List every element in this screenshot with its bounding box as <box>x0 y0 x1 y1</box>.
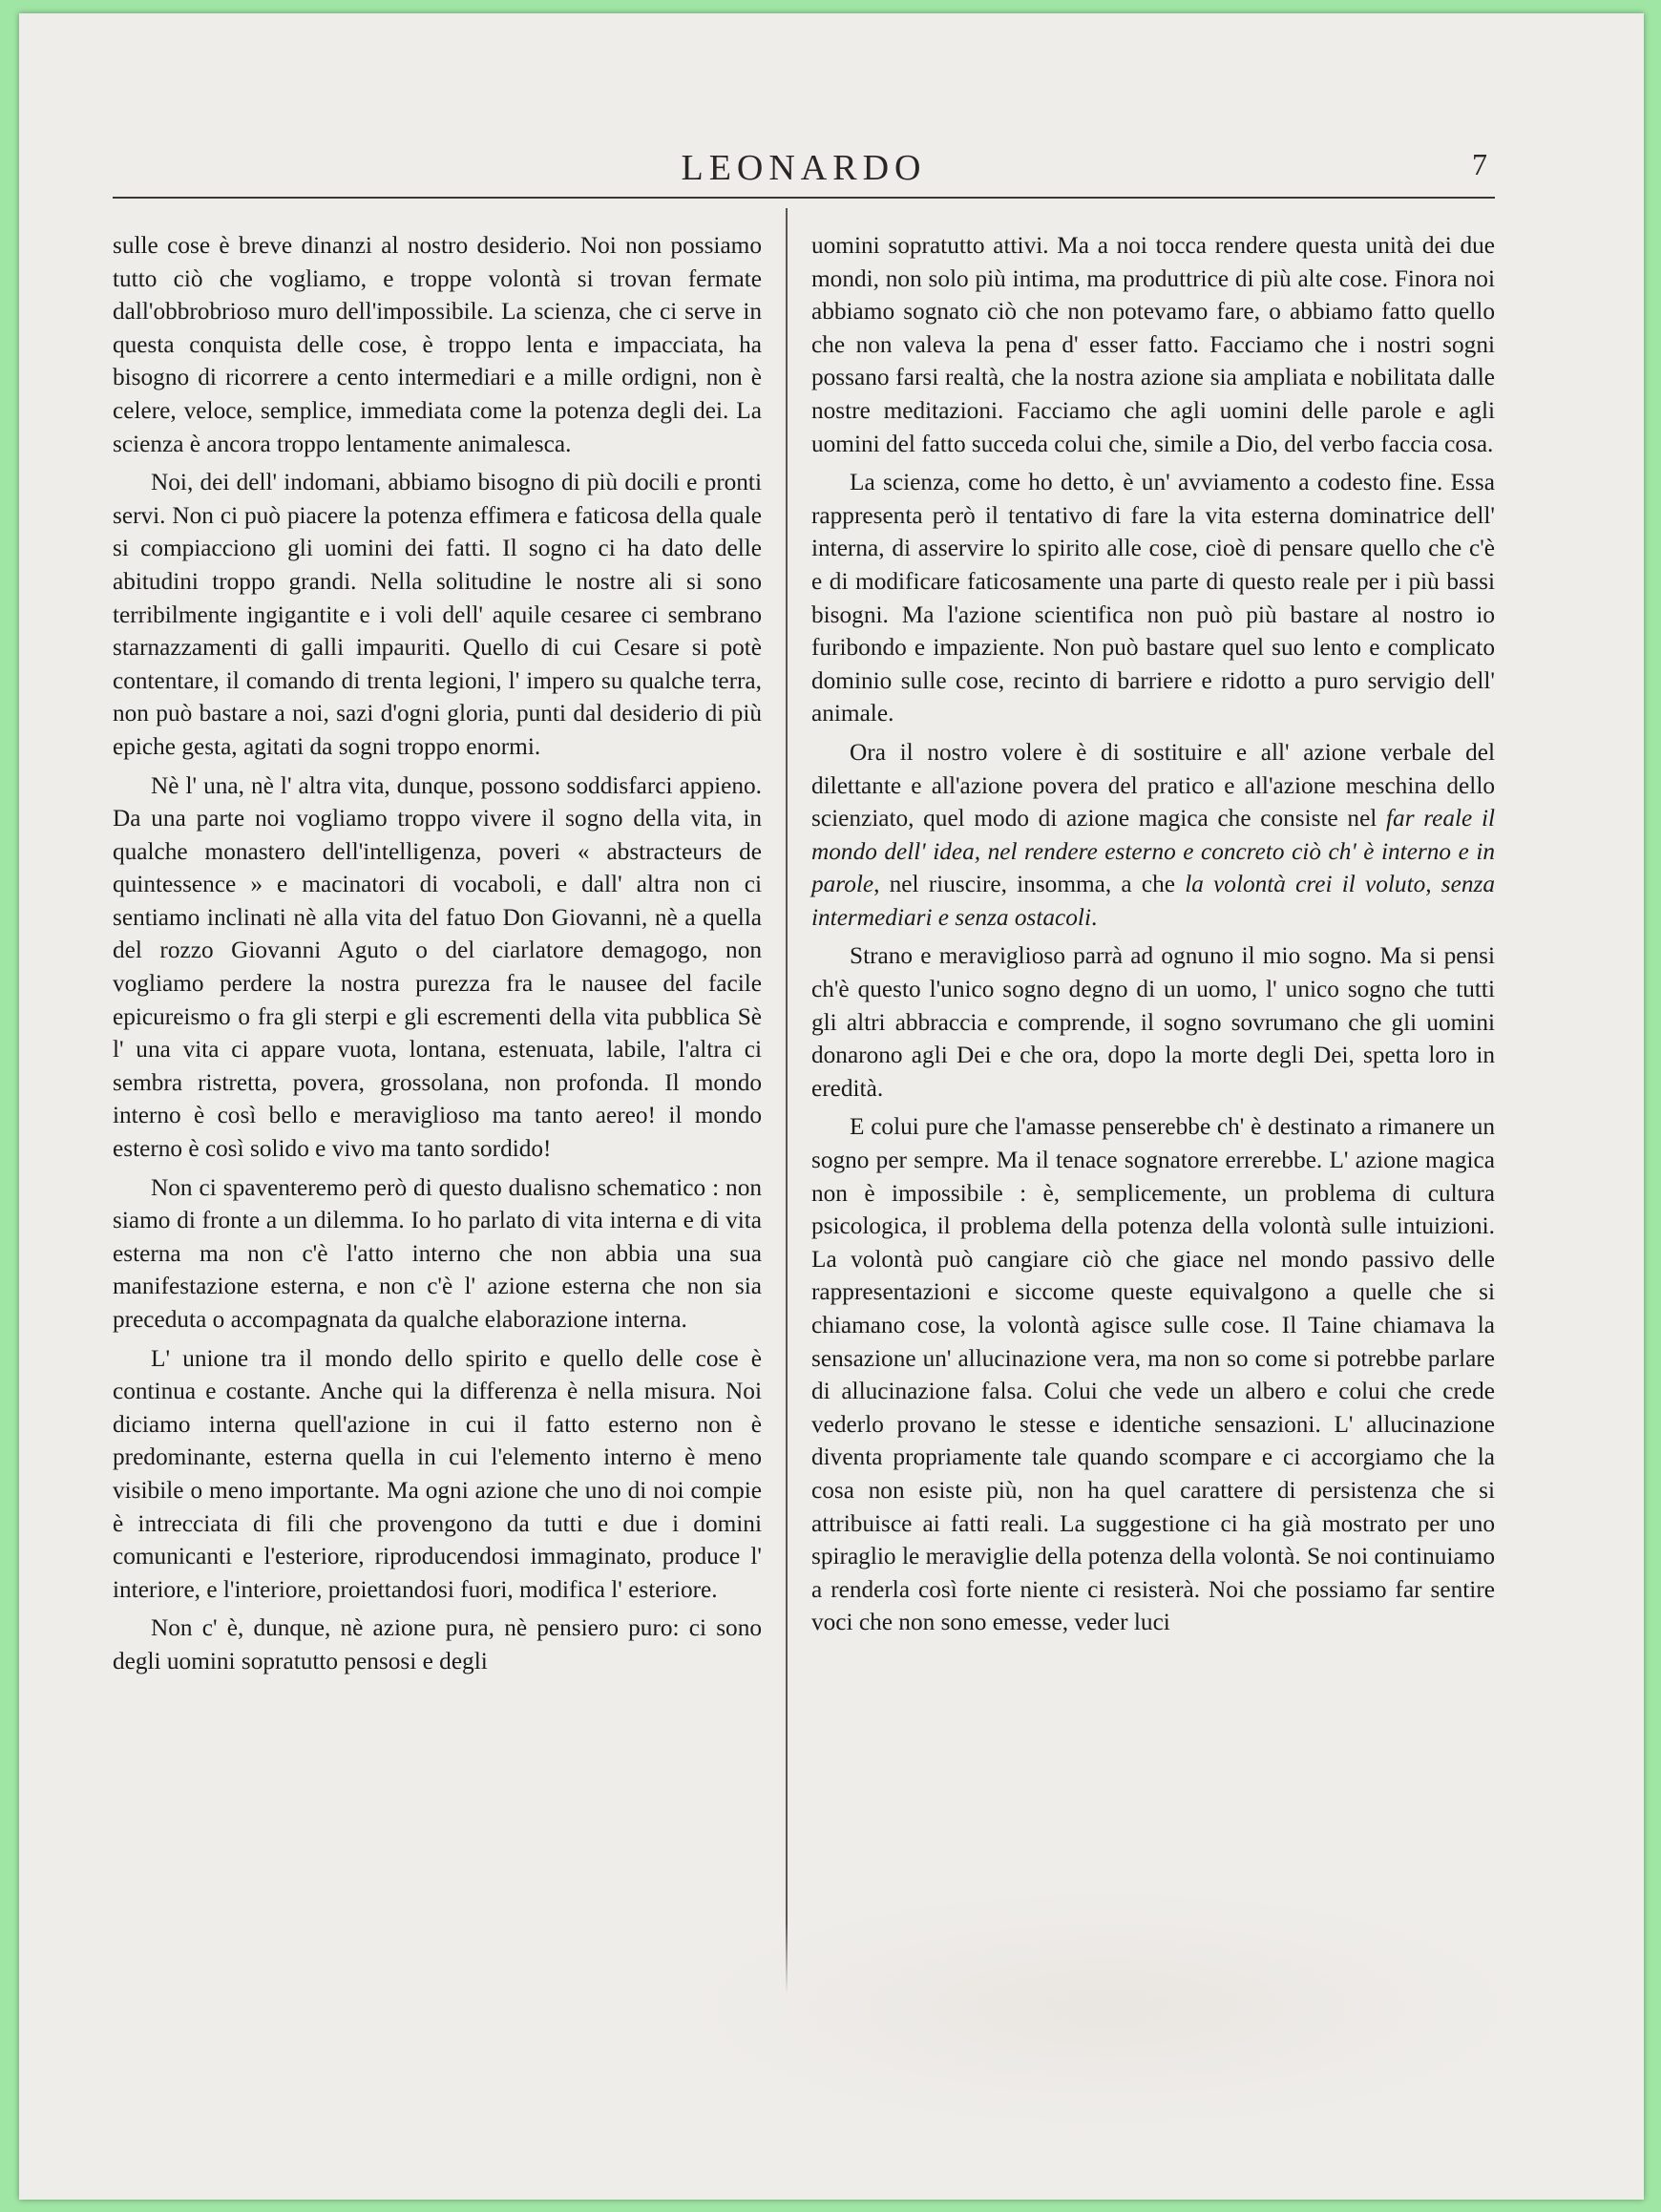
paragraph: L' unione tra il mondo dello spirito e quello delle cose è continua e costante. Anche qui la differenza è nella misura. Noi diciamo interna quell'azione in cui il fatto esterno non è predominante, esterna quella in cui l'elemento interno è meno visibile o meno importante. Ma ogni azione che uno di noi compie è intrecciata di fili che provengono da tutti e due i domini comunicanti e l'esteriore, riproducendosi immaginato, produce l' interiore, e l'interiore, proiettandosi fuori, modifica l' esteriore. <box>113 1344 762 1603</box>
paragraph-with-italics <box>811 736 1495 935</box>
italic-phrase: far reale il mondo dell' idea, nel rendere esterno e concreto ciò ch' è interno e in parole <box>811 805 1495 898</box>
page-number: 7 <box>1472 147 1487 181</box>
text-run: . <box>1091 903 1098 931</box>
column-divider <box>786 208 788 1993</box>
paragraph: Noi, dei dell' indomani, abbiamo bisogno di più docili e pronti servi. Non ci può piacere la potenza effimera e faticosa della quale si compiacciono gli uomini dei fatti. Il sogno ci ha dato delle abitudini troppo grandi. Nella solitudine le nostre ali si sono terribilmente ingigantite e i voli dell' aquile cesaree ci sembrano starnazzamenti di galli impauriti. Quello di cui Cesare si potè contentare, il comando di trenta legioni, l' impero su qualche terra, non può bastare a noi, sazi d'ogni gloria, punti dal desiderio di più epiche gesta, agitati da sogni troppo enormi. <box>113 469 762 760</box>
magazine-page <box>19 13 1644 2200</box>
paragraph: La scienza, come ho detto, è un' avviamento a codesto fine. Essa rappresenta però il tentativo di fare la vita esterna dominatrice dell' interna, di asservire lo spirito alle cose, cioè di pensare quello che c'è e di modificare faticosamente una parte di questo reale per i più bassi bisogni. Ma l'azione scientifica non può più bastare al nostro io furibondo e impaziente. Non può bastare quel suo lento e complicato dominio sulle cose, recinto di barriere e ridotto a puro servigio dell' animale. <box>811 469 1495 727</box>
italic-phrase: la volontà crei il voluto, senza intermediari e senza ostacoli <box>811 871 1496 931</box>
paper-stain <box>678 1885 1537 2133</box>
paragraph: Non c' è, dunque, nè azione pura, nè pensiero puro: ci sono degli uomini sopratutto pensosi e degli <box>113 1614 762 1675</box>
text-run: Ora il nostro volere è di sostituire e all' azione verbale del dilettante e all'azione povera del pratico e all'azione meschina dello scienziato, quel modo di azione magica che consiste nel <box>811 738 1495 832</box>
right-column <box>811 229 1495 1639</box>
paragraph: E colui pure che l'amasse penserebbe ch' è destinato a rimanere un sogno per sempre. Ma il tenace sognatore errerebbe. L' azione magica non è impossibile : è, semplicemente, un problema di cultura psicologica, il problema della potenza della volontà sulle intuizioni. La volontà può cangiare ciò che giace nel mondo passivo delle rappresentazioni e siccome queste equivalgono a quelle che si chiamano cose, la volontà agisce sulle cose. Il Taine chiamava la sensazione un' allucinazione vera, ma non so come si potrebbe parlare di allucinazione falsa. Colui che vede un albero e colui che crede vederlo provano le stesse e identiche sensazioni. L' allucinazione diventa propriamente tale quando scompare e ci accorgiamo che la cosa non esiste più, non ha quel carattere di persistenza che si attribuisce ai fatti reali. La suggestione ci ha già mostrato per uno spiraglio le meraviglie della potenza della volontà. Se noi continuiamo a renderla così forte niente ci resisterà. Noi che possiamo far sentire voci che non sono emesse, veder luci <box>811 1113 1495 1636</box>
text-run: , nel riuscire, insomma, a che <box>873 871 1186 898</box>
paragraph: uomini sopratutto attivi. Ma a noi tocca rendere questa unità dei due mondi, non solo più intima, ma produttrice di più alte cose. Finora noi abbiamo sognato ciò che non potevamo fare, o abbiamo fatto quello che non valeva la pena d' esser fatto. Facciamo che i nostri sogni possano farsi realtà, che la nostra azione sia ampliata e nobilitata dalle nostre meditazioni. Facciamo che agli uomini delle parole e agli uomini del fatto succeda colui che, simile a Dio, del verbo faccia cosa. <box>811 232 1495 457</box>
journal-title: LEONARDO <box>681 148 927 188</box>
running-head <box>113 137 1495 195</box>
paragraph: sulle cose è breve dinanzi al nostro desiderio. Noi non possiamo tutto ciò che vogliamo, e troppe volontà si trovan fermate dall'obbrobrioso muro dell'impossibile. La scienza, che ci serve in questa conquista delle cose, è troppo lenta e impacciata, ha bisogno di ricorrere a cento intermediari e a mille ordigni, non è celere, veloce, semplice, immediata come la potenza degli dei. La scienza è ancora troppo lentamente animalesca. <box>113 232 762 457</box>
paragraph: Non ci spaventeremo però di questo dualisno schematico : non siamo di fronte a un dilemma. Io ho parlato di vita interna e di vita esterna ma non c'è l'atto interno che non abbia una sua manifestazione esterna, e non c'è l' azione esterna che non sia preceduta o accompagnata da qualche elaborazione interna. <box>113 1173 762 1333</box>
paragraph: Strano e meraviglioso parrà ad ognuno il mio sogno. Ma si pensi ch'è questo l'unico sogno degno di un uomo, l' unico sogno che tutti gli altri abbraccia e comprende, il sogno sovrumano che gli uomini donarono agli Dei e che ora, dopo la morte degli Dei, spetta loro in eredità. <box>811 942 1495 1102</box>
left-column <box>113 229 762 1678</box>
header-rule <box>113 197 1495 199</box>
paragraph: Nè l' una, nè l' altra vita, dunque, possono soddisfarci appieno. Da una parte noi vogliamo troppo vivere il sogno della vita, in qualche monastero dell'intelligenza, poveri « abstracteurs de quintessence » e macinatori di vocaboli, e dall' altra non ci sentiamo inclinati nè alla vita del fatuo Don Giovanni, nè a quella del rozzo Giovanni Aguto o del ciarlatore demagogo, non vogliamo perdere la nostra purezza fra le nausee del facile epicureismo o fra gli sterpi e gli escrementi della vita pubblica Sè l' una vita ci appare vuota, lontana, estenuata, labile, l'altra ci sembra ristretta, povera, grossolana, non profonda. Il mondo interno è così bello e meraviglioso ma tanto aereo! il mondo esterno è così solido e vivo ma tanto sordido! <box>113 771 762 1163</box>
